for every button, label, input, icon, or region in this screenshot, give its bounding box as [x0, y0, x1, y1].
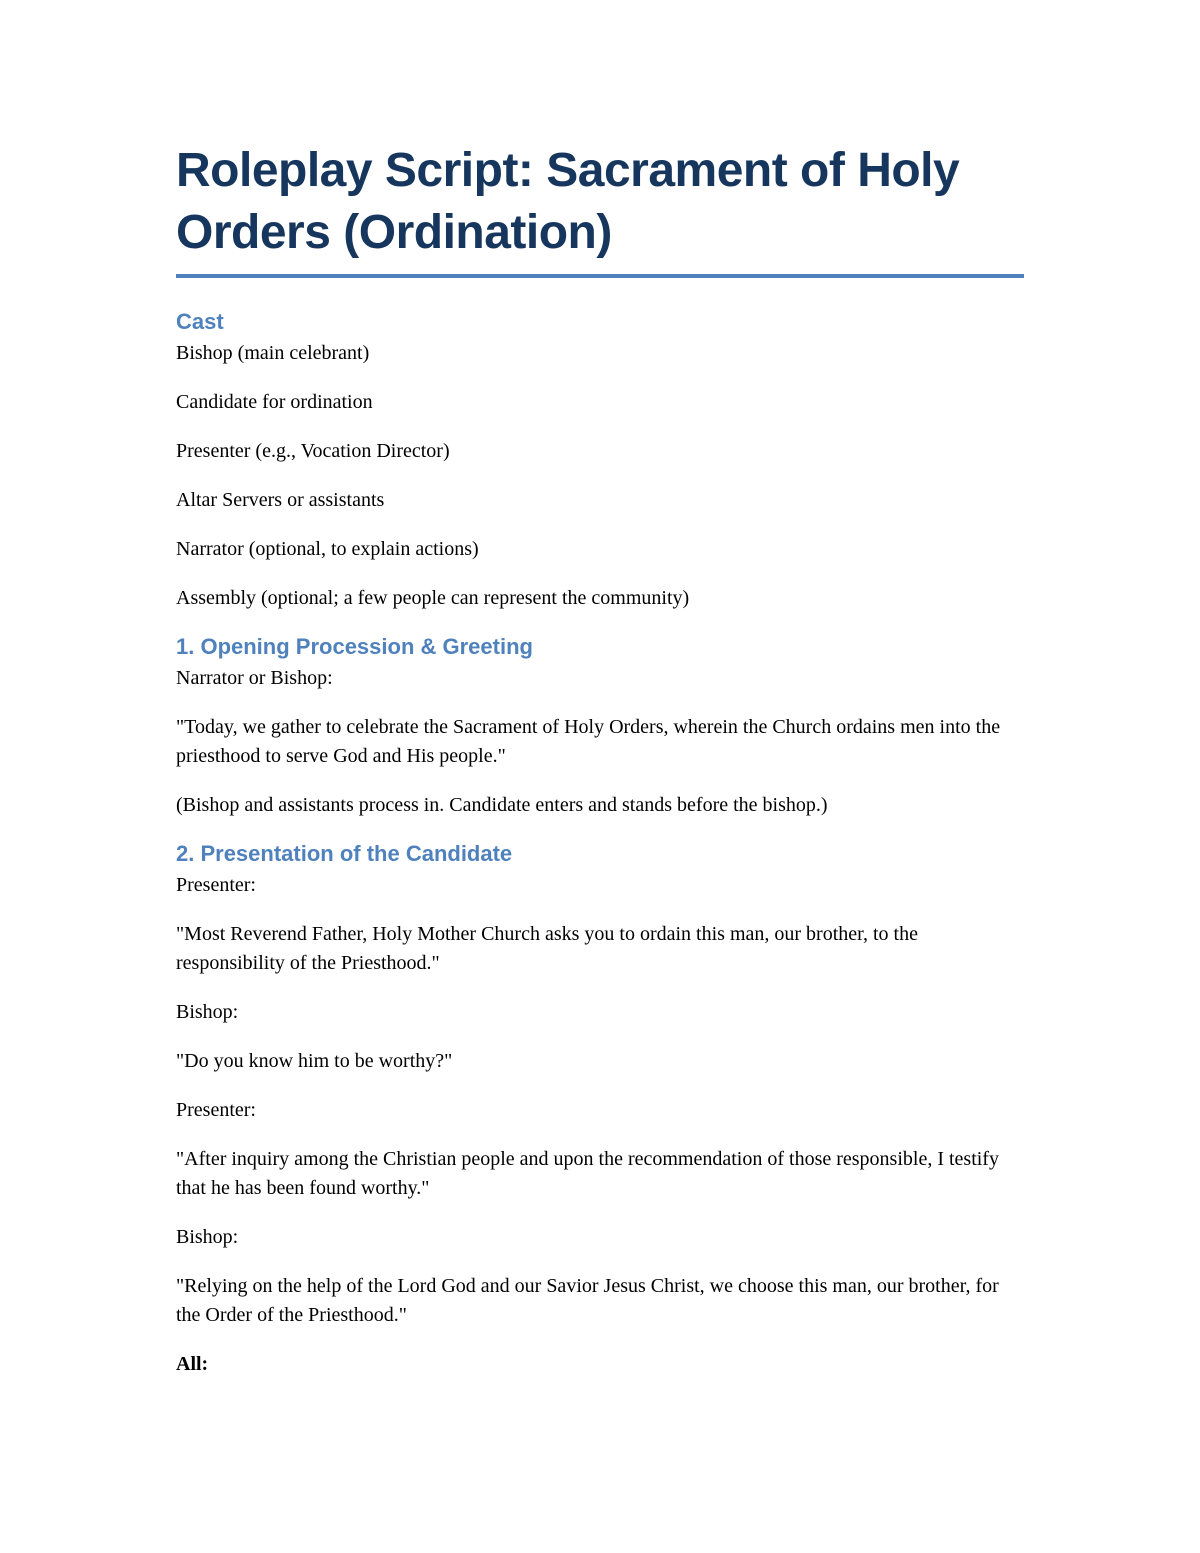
cast-member: Presenter (e.g., Vocation Director)	[176, 440, 450, 462]
cast-member: Assembly (optional; a few people can represent the community)	[176, 587, 690, 609]
dialogue-line: "Relying on the help of the Lord God and our Savior Jesus Christ, we choose this man, our brother, for the Order of the Priesthood."	[176, 1275, 999, 1326]
cast-list	[176, 339, 1026, 613]
document-title: Roleplay Script: Sacrament of Holy Orders (Ordination)	[176, 144, 960, 259]
title-underline	[176, 274, 1024, 278]
cast-member: Candidate for ordination	[176, 391, 373, 413]
speaker-label: All:	[176, 1353, 209, 1375]
section-2-heading: 2. Presentation of the Candidate	[176, 841, 513, 866]
speaker-label: Bishop:	[176, 1001, 239, 1023]
stage-direction: (Bishop and assistants process in. Candidate enters and stands before the bishop.)	[176, 794, 828, 816]
dialogue-line: "After inquiry among the Christian people and upon the recommendation of those responsible, I testify that he has been found worthy."	[176, 1148, 999, 1199]
section-2-body	[176, 871, 1026, 1379]
cast-member: Narrator (optional, to explain actions)	[176, 538, 479, 560]
dialogue-line: "Most Reverend Father, Holy Mother Church asks you to ordain this man, our brother, to the responsibility of the Priesthood."	[176, 923, 918, 974]
speaker-label: Presenter:	[176, 874, 256, 896]
cast-member: Altar Servers or assistants	[176, 489, 385, 511]
speaker-label: Narrator or Bishop:	[176, 667, 333, 689]
section-1-body	[176, 664, 1026, 820]
dialogue-line: "Today, we gather to celebrate the Sacrament of Holy Orders, wherein the Church ordains men into the priesthood to serve God and His people."	[176, 716, 1001, 767]
dialogue-line: "Do you know him to be worthy?"	[176, 1050, 453, 1072]
cast-heading: Cast	[176, 309, 224, 334]
cast-member: Bishop (main celebrant)	[176, 342, 370, 364]
speaker-label: Presenter:	[176, 1099, 256, 1121]
section-1-heading: 1. Opening Procession & Greeting	[176, 634, 533, 659]
document-page	[176, 140, 1026, 1399]
speaker-label: Bishop:	[176, 1226, 239, 1248]
